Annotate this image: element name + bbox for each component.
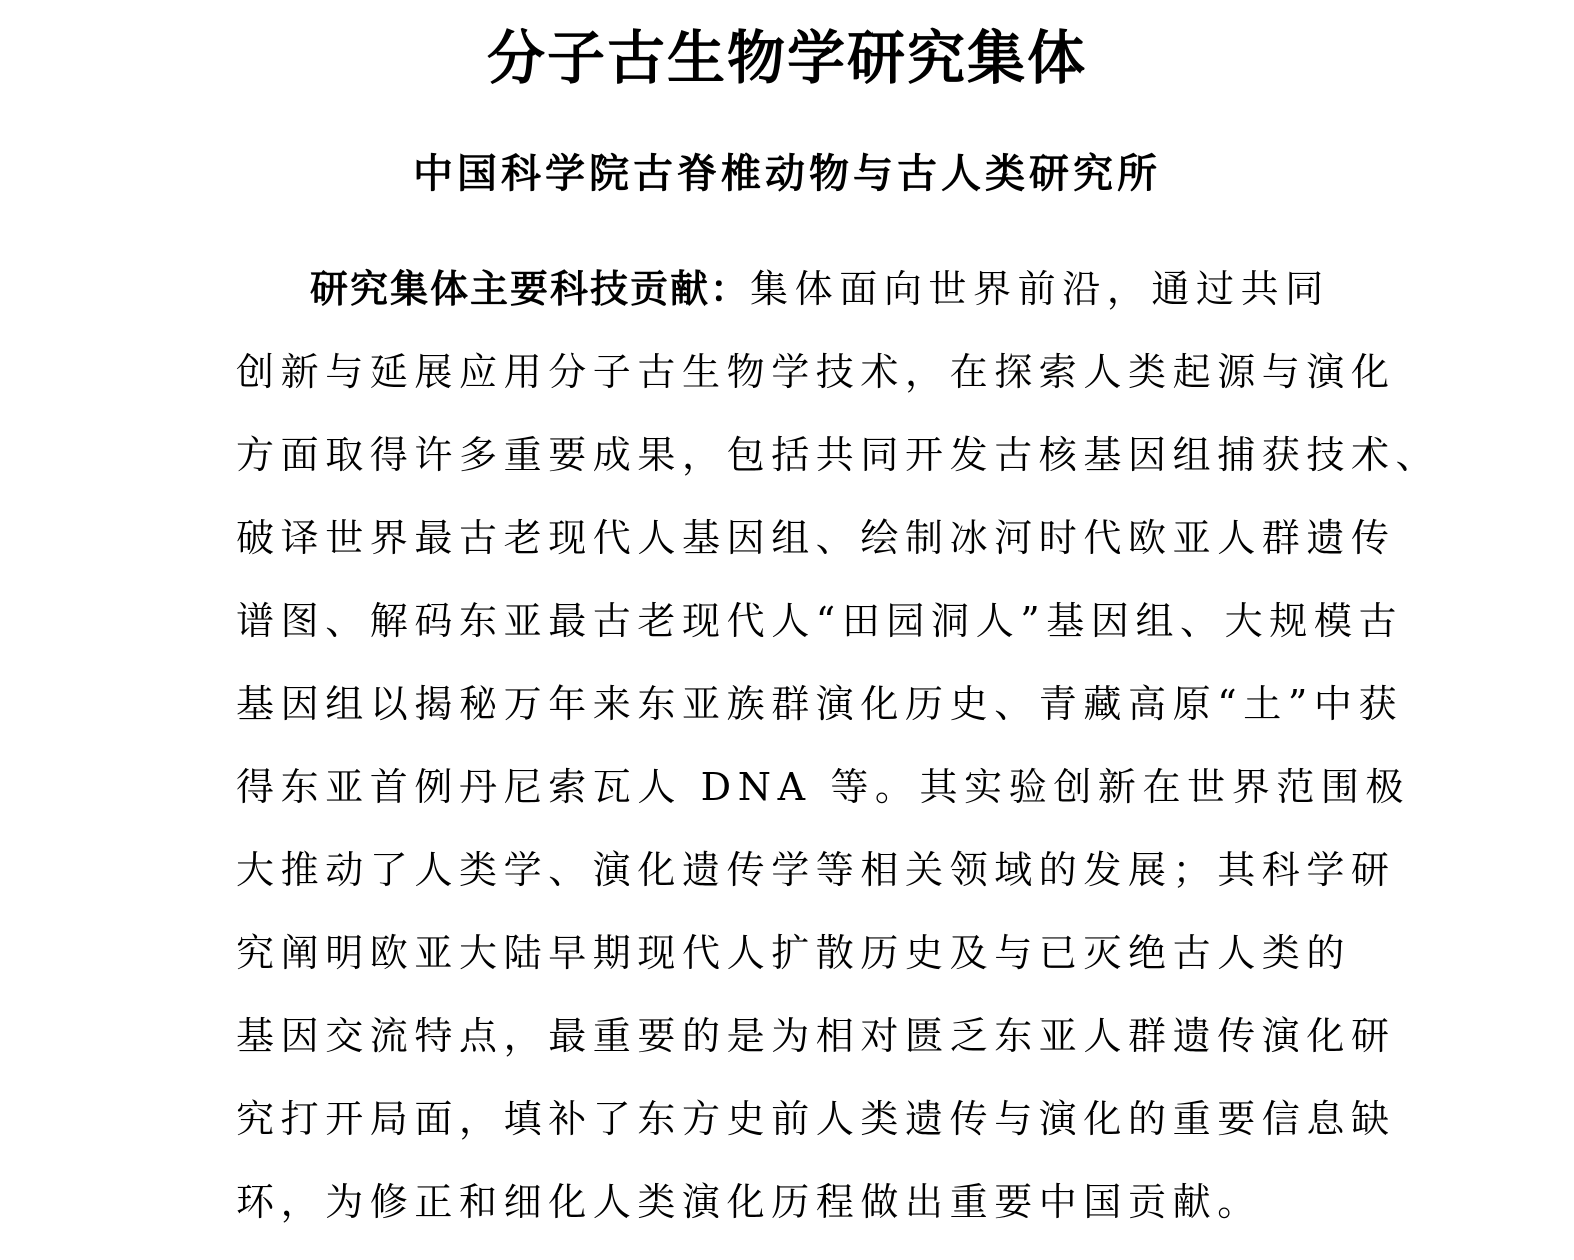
paragraph-line-8: 大推动了人类学、演化遗传学等相关领域的发展；其科学研: [236, 848, 1396, 892]
paragraph-line-4: 破译世界最古老现代人基因组、绘制冰河时代欧亚人群遗传: [236, 516, 1396, 560]
document-subtitle: 中国科学院古脊椎动物与古人类研究所: [413, 150, 1161, 197]
paragraph-line-9: 究阐明欧亚大陆早期现代人扩散历史及与已灭绝古人类的: [236, 931, 1352, 975]
document-body: [236, 256, 1441, 1252]
paragraph-line-5: 谱图、解码东亚最古老现代人“田园洞人”基因组、大规模古: [236, 599, 1404, 643]
lead-label: 研究集体主要科技贡献：: [310, 266, 751, 311]
paragraph-line-2: 创新与延展应用分子古生物学技术，在探索人类起源与演化: [236, 350, 1396, 394]
paragraph-line-1: [236, 256, 1376, 339]
paragraph-line-6: 基因组以揭秘万年来东亚族群演化历史、青藏高原“土”中获: [236, 682, 1404, 726]
paragraph-line-12: 环，为修正和细化人类演化历程做出重要中国贡献。: [236, 1180, 1262, 1224]
document-title: 分子古生物学研究集体: [486, 24, 1087, 92]
paragraph-line-11: 究打开局面，填补了东方史前人类遗传与演化的重要信息缺: [236, 1097, 1396, 1141]
paragraph-line-7: 得东亚首例丹尼索瓦人 DNA 等。其实验创新在世界范围极: [236, 765, 1411, 809]
paragraph-text: 集体面向世界前沿，通过共同: [750, 267, 1330, 311]
paragraph-line-3: 方面取得许多重要成果，包括共同开发古核基因组捕获技术、: [236, 433, 1441, 477]
paragraph-line-10: 基因交流特点，最重要的是为相对匮乏东亚人群遗传演化研: [236, 1014, 1396, 1058]
